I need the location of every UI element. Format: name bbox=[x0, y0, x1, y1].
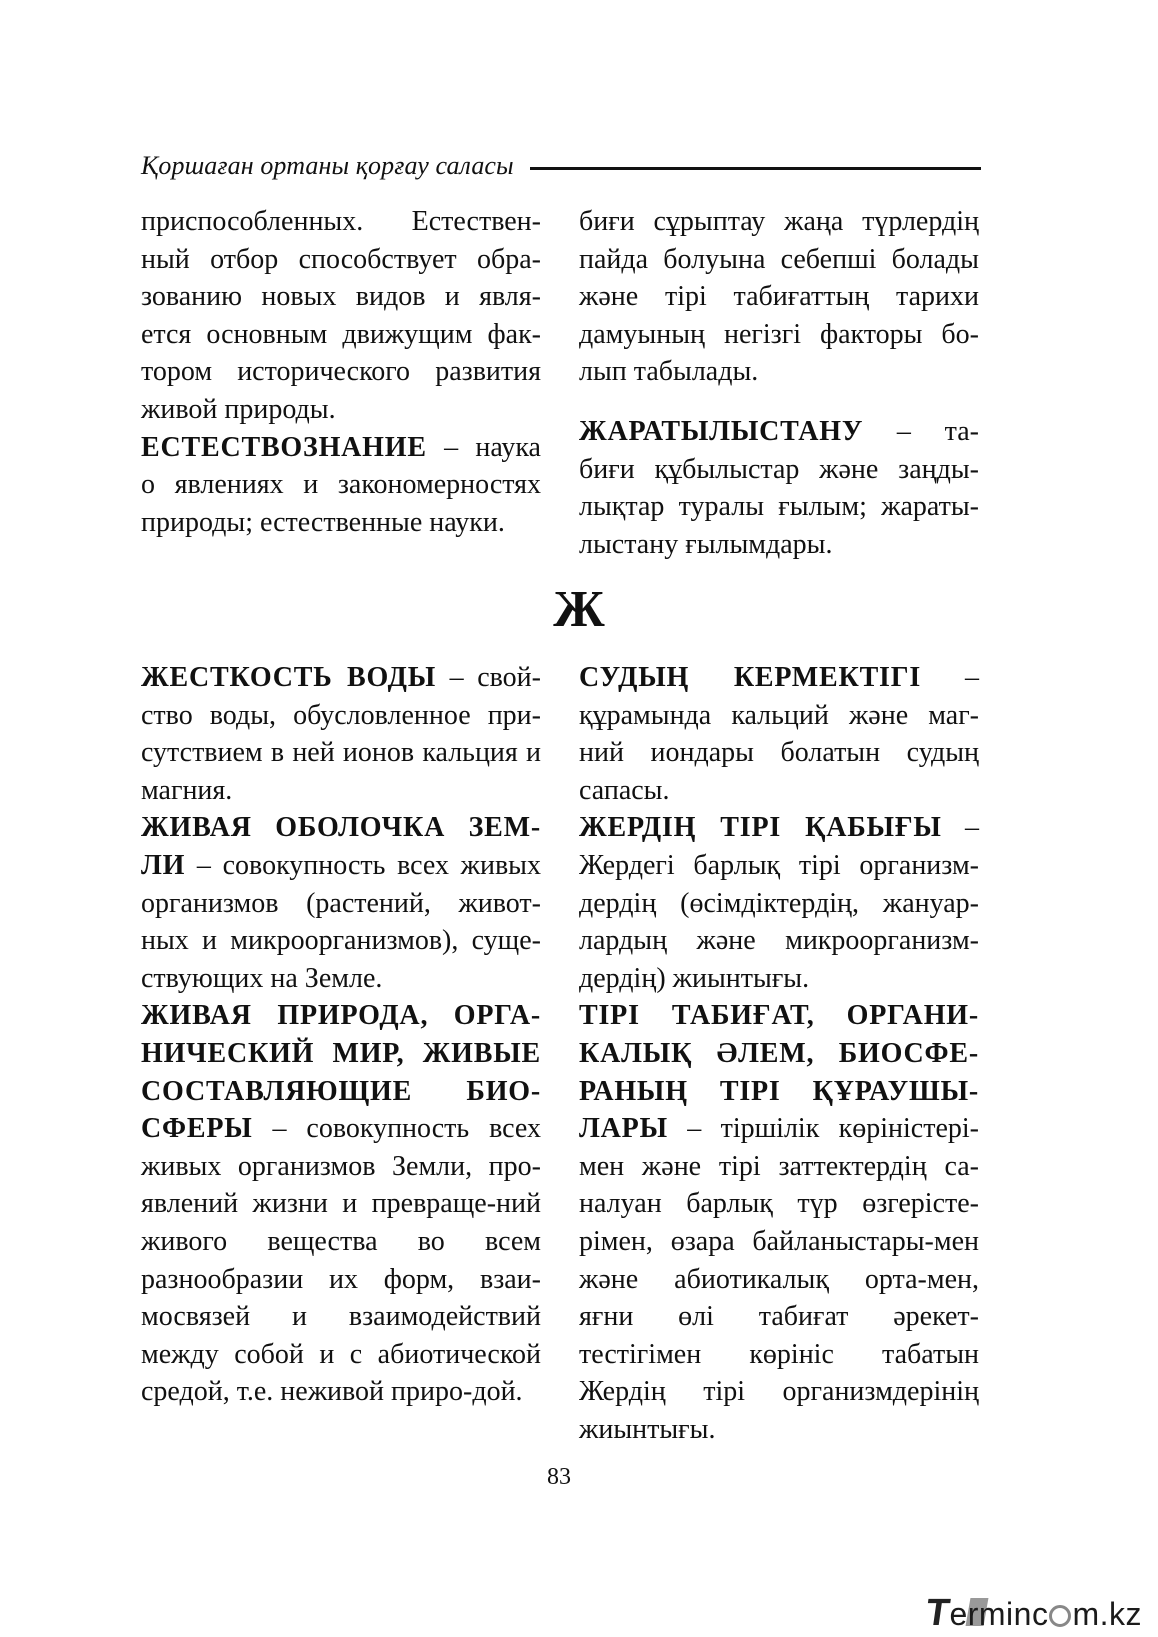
entry-definition: – наука о явлениях и закономерностях природы; естественные науки. bbox=[141, 431, 541, 538]
column-right-top bbox=[579, 203, 979, 563]
entry-definition: – құрамында кальций және маг-ний иондары болатын судың сапасы. bbox=[579, 662, 979, 806]
entry bbox=[579, 413, 979, 563]
watermark-logo bbox=[922, 1592, 1142, 1634]
entry-term: ЖИВАЯ ПРИРОДА, ОРГА-НИЧЕСКИЙ МИР, ЖИВЫЕ СОСТАВЛЯЮЩИЕ БИО-СФЕРЫ bbox=[141, 1000, 541, 1145]
entry bbox=[141, 659, 541, 809]
entry bbox=[141, 809, 541, 997]
header-rule bbox=[530, 167, 981, 170]
entry-term: ЖАРАТЫЛЫСТАНУ bbox=[579, 415, 864, 447]
paragraph: приспособленных. Естествен-ный отбор способствует обра-зованию новых видов и явля-ется основным движущим фак-тором исторического развития живой природы. bbox=[141, 206, 541, 425]
entry-term: СУДЫҢ КЕРМЕКТІГІ bbox=[579, 662, 922, 693]
running-header bbox=[141, 146, 981, 186]
entry bbox=[579, 659, 979, 809]
entry-definition: – та-биғи құбылыстар және заңды-лықтар туралы ғылым; жараты-лыстану ғылымдары. bbox=[579, 415, 979, 560]
letter-heading: Ж bbox=[553, 581, 605, 638]
paragraph: биғи сұрыптау жаңа түрлердің пайда болуына себепші болады және тірі табиғаттың тарихи дамуының негізгі факторы бо-лып табылады. bbox=[579, 206, 979, 388]
entry bbox=[141, 997, 541, 1411]
column-left-top bbox=[141, 203, 541, 541]
entry bbox=[579, 997, 979, 1448]
watermark-t: T bbox=[922, 1592, 953, 1634]
entry-definition: – тіршілік көріністері-мен және тірі заттектердің са-налуан барлық түр өзгерісте-рімен, өзара байланыстары-мен және абиотикалық орта-мен, яғни өлі табиғат әрекет-тестігімен көрініс табатын Жердің тірі организмдерінің жиынтығы. bbox=[579, 1113, 979, 1445]
column-right-bottom bbox=[579, 659, 979, 1448]
entry-definition: – совокупность всех живых организмов (растений, живот-ных и микроорганизмов), суще-ствующих на Земле. bbox=[141, 849, 541, 994]
page-number: 83 bbox=[547, 1464, 571, 1490]
magnifier-icon bbox=[1049, 1605, 1071, 1627]
entry-definition: – свой-ство воды, обусловленное при-сутствием в ней ионов кальция и магния. bbox=[141, 662, 541, 806]
entry-term: ЕСТЕСТВОЗНАНИЕ bbox=[141, 431, 427, 463]
watermark-text-2: m.kz bbox=[1072, 1596, 1142, 1632]
running-title: Қоршаған ортаны қорғау саласы bbox=[141, 151, 514, 180]
entry-term: ЖЕСТКОСТЬ ВОДЫ bbox=[141, 662, 437, 693]
column-left-bottom bbox=[141, 659, 541, 1411]
entry-definition: – совокупность всех живых организмов Земли, про-явлений жизни и превраще-ний живого вещества во всем разнообразии их форм, взаи-мосвязей и взаимодействий между собой и с абиотической средой, т.е. неживой приро-дой. bbox=[141, 1113, 541, 1408]
entry bbox=[141, 429, 541, 542]
entry bbox=[579, 809, 979, 997]
entry-definition: – Жердегі барлық тірі организм-дердің (өсімдіктердің, жануар-лардың және микроорганизм-дердің) жиынтығы. bbox=[579, 812, 979, 994]
entry-term: ТІРІ ТАБИҒАТ, ОРГАНИ-КАЛЫҚ ӘЛЕМ, БИОСФЕ-РАНЫҢ ТІРІ ҚҰРАУШЫ-ЛАРЫ bbox=[579, 1000, 979, 1145]
entry-term: ЖИВАЯ ОБОЛОЧКА ЗЕМ-ЛИ bbox=[141, 812, 541, 881]
entry-term: ЖЕРДІҢ ТІРІ ҚАБЫҒЫ bbox=[579, 812, 942, 844]
watermark-text-1: erminc bbox=[949, 1596, 1049, 1632]
